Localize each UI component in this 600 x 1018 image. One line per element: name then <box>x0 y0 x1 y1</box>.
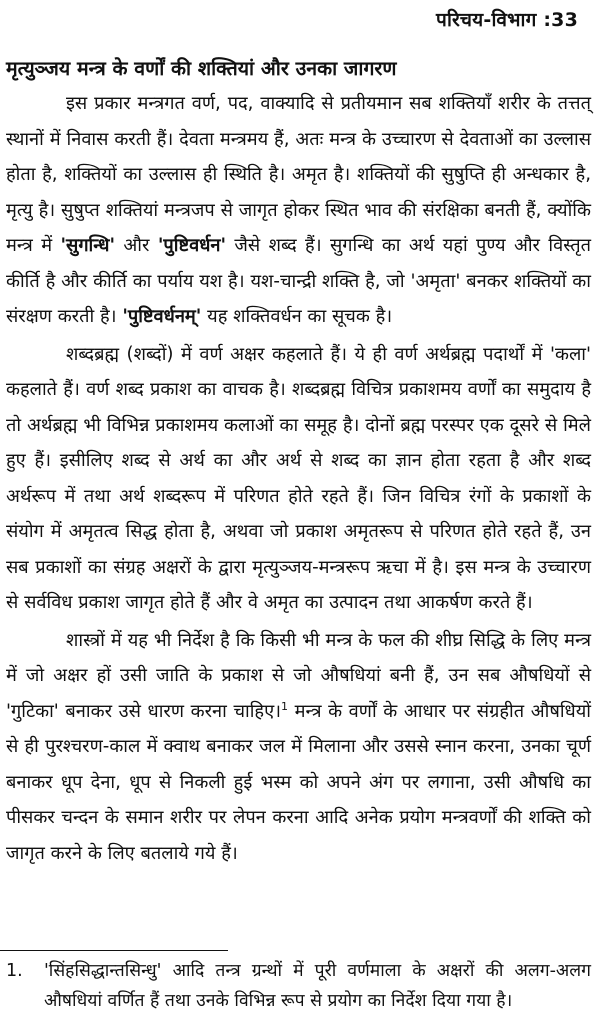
term-pushtivardhan: 'पुष्टिवर्धन' <box>157 235 227 256</box>
term-pushtivardhanam: 'पुष्टिवर्धनम्' <box>122 306 202 327</box>
paragraph-3-text-b: मन्त्र के वर्णों के आधार पर संग्रहीत औषधियों से ही पुरश्चरण-काल में क्वाथ बनाकर जल में मिलाना और उससे स्नान करना, उनका चूर्ण बनाकर धूप देना, धूप से निकली हुई भस्म को अपने अंग पर लगाना, उसी औषधि का पीसकर चन्दन के समान शरीर पर लेपन करना आदि अनेक प्रयोग मन्त्रवर्णों की शक्ति को जागृत करने के लिए बतलाये गये हैं। <box>6 700 591 864</box>
paragraph-1-text-a: इस प्रकार मन्त्रगत वर्ण, पद, वाक्यादि से प्रतीयमान सब शक्तियाँ शरीर के तत्तत् स्थानों में निवास करती हैं। देवता मन्त्रमय हैं, अतः मन्त्र के उच्चारण से देवताओं का उल्लास होता है, शक्तियों का उल्लास ही स्थिति है। अमृत है। शक्तियों की सुषुप्ति ही अन्धकार है, मृत्यु है। सुषुप्त शक्तियां मन्त्रजप से जागृत होकर स्थित भाव की संरक्षिका बनती हैं, क्योंकि मन्त्र में <box>6 93 591 256</box>
paragraph-1-text-b: और <box>115 235 158 256</box>
paragraph-2: शब्दब्रह्म (शब्दों) में वर्ण अक्षर कहलाते हैं। ये ही वर्ण अर्थब्रह्म पदार्थों में 'कला' कहलाते हैं। वर्ण शब्द प्रकाश का वाचक है। शब्दब्रह्म विचित्र प्रकाशमय वर्णों का समुदाय है तो अर्थब्रह्म भी विभिन्न प्रकाशमय कलाओं का समूह है। दोनों ब्रह्म परस्पर एक दूसरे से मिले हुए हैं। इसीलिए शब्द से अर्थ का और अर्थ से शब्द का ज्ञान होता रहता है और शब्द अर्थरूप में तथा अर्थ शब्दरूप में परिणत होते रहते हैं। जिन विचित्र रंगों के प्रकाशों के संयोग में अमृतत्व सिद्ध होता है, अथवा जो प्रकाश अमृतरूप से परिणत होते रहते हैं, उन सब प्रकाशों का संग्रह अक्षरों के द्वारा मृत्युञ्जय-मन्त्ररूप ऋचा में है। इस मन्त्र के उच्चारण से सर्वविध प्रकाश जागृत होते हैं और वे अमृत का उत्पादन तथा आकर्षण करते हैं। <box>6 343 591 613</box>
term-sugandhi: 'सुगन्धि' <box>60 235 116 256</box>
paragraph-3 <box>6 623 591 872</box>
footnote-number: 1. <box>6 961 23 981</box>
footnote-divider <box>0 950 228 951</box>
body-text <box>6 86 591 871</box>
footnote-text: 'सिंहसिद्धान्तसिन्धु' आदि तन्त्र ग्रन्थों में पूरी वर्णमाला के अक्षरों की अलग-अलग औषधियां वर्णित हैं तथा उनके विभिन्न रूप से प्रयोग का निर्देश दिया गया है। <box>44 961 591 1011</box>
footnote-reference: 1 <box>281 699 289 713</box>
running-head: परिचय-विभाग :33 <box>436 9 578 31</box>
paragraph-3-text-a: शास्त्रों में यह भी निर्देश है कि किसी भी मन्त्र के फल की शीघ्र सिद्धि के लिए मन्त्र में जो अक्षर हों उसी जाति के प्रकाश से जो औषधियां बनी हैं, उन सब औषधियों से 'गुटिका' बनाकर उसे धारण करना चाहिए। <box>6 629 591 722</box>
footnote-1 <box>6 956 591 1016</box>
paragraph-1 <box>6 86 591 335</box>
paragraph-1-text-c: जैसे शब्द हैं। सुगन्धि का अर्थ यहां पुण्य और विस्तृत कीर्ति है और कीर्ति का पर्याय यश है। यश-चान्द्री शक्ति है, जो 'अमृता' बनकर शक्तियों का संरक्षण करती है। <box>6 235 591 327</box>
section-title: मृत्युञ्जय मन्त्र के वर्णों की शक्तियां और उनका जागरण <box>6 57 397 80</box>
paragraph-1-text-d: यह शक्तिवर्धन का सूचक है। <box>201 306 393 327</box>
